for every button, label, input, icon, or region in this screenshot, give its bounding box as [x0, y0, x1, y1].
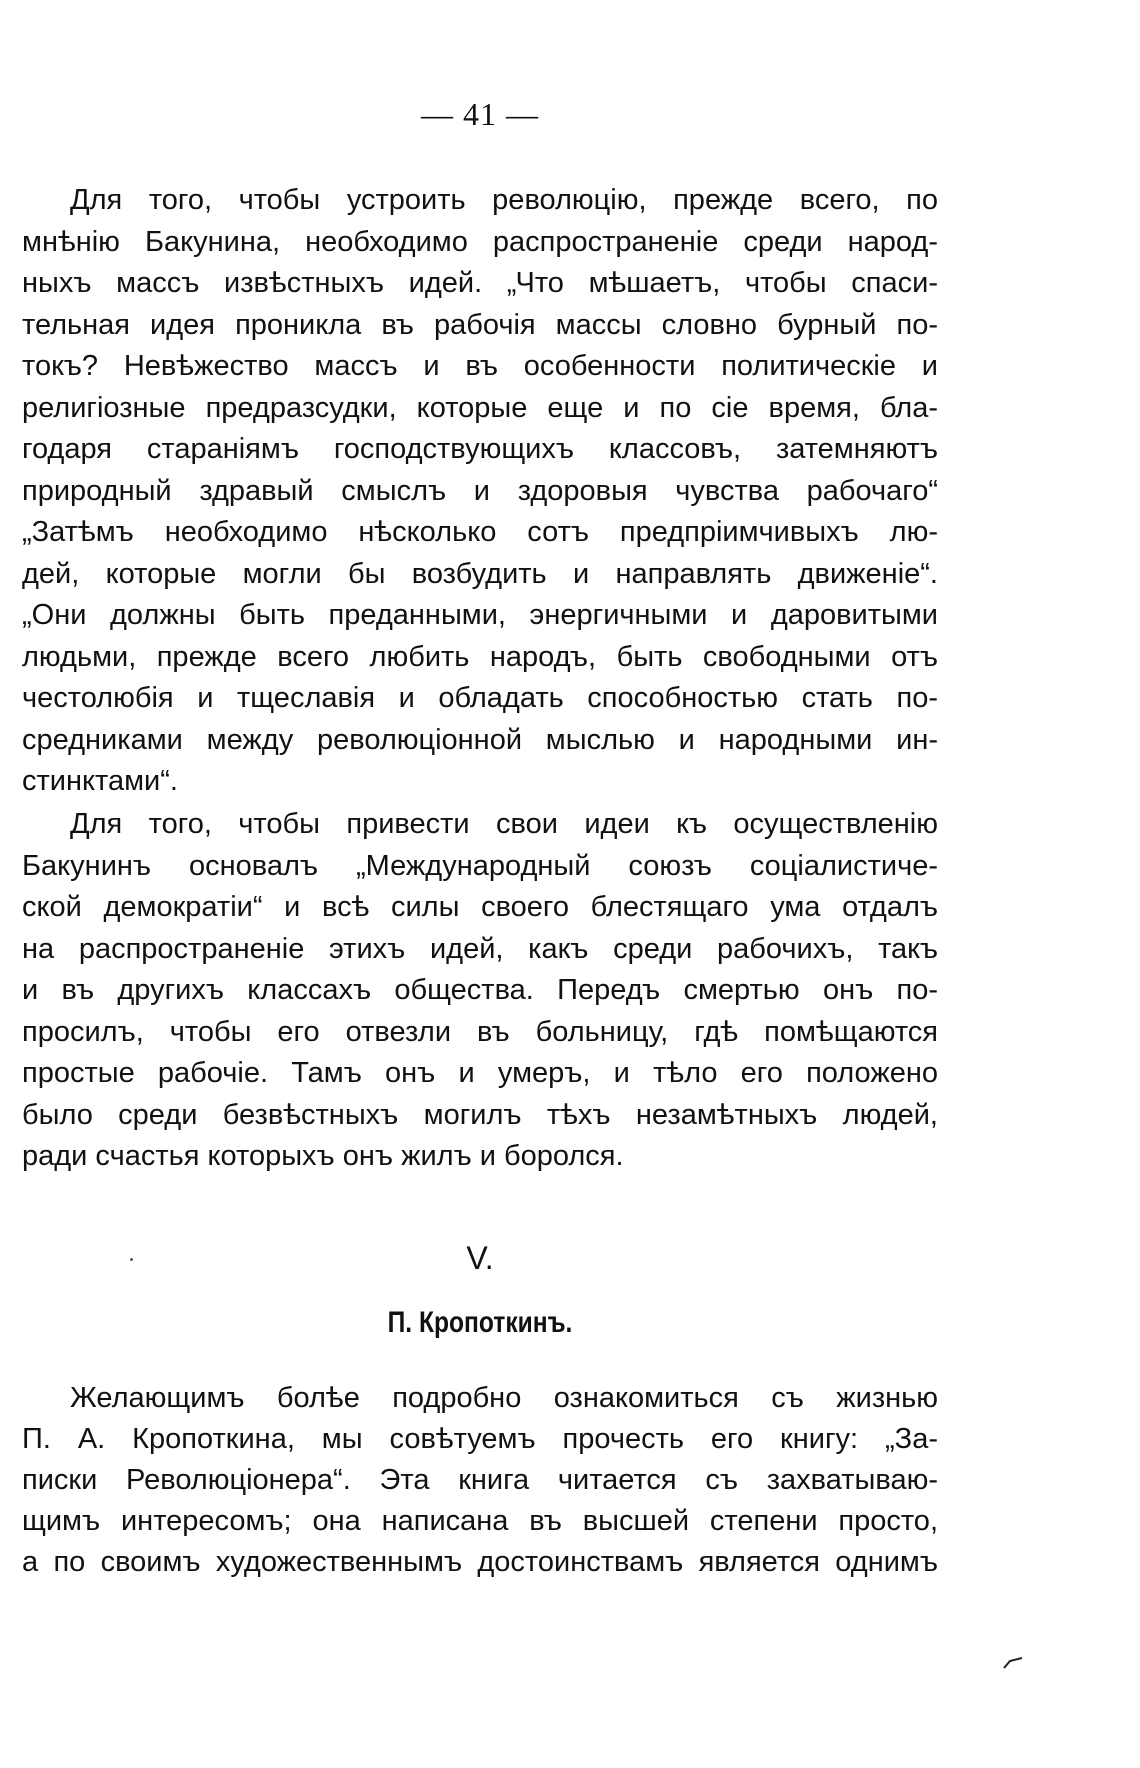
- ink-mark: [1002, 1656, 1024, 1670]
- page-number: — 41 —: [421, 96, 539, 132]
- text-line: токъ? Невѣжество массъ и въ особенности политическіе и: [22, 350, 938, 382]
- text-line: ныхъ массъ извѣстныхъ идей. „Что мѣшаетъ, чтобы спаси-: [22, 267, 938, 299]
- text-line: средниками между революціонной мыслью и народными ин-: [22, 723, 938, 756]
- section-number: V.: [466, 1240, 494, 1276]
- text-line: тельная идея проникла въ рабочія массы словно бурный по-: [22, 308, 938, 341]
- section-title: П. Кропоткинъ.: [387, 1306, 573, 1339]
- paragraph-kropotkin: [22, 1378, 938, 1583]
- text-line: щимъ интересомъ; она написана въ высшей степени просто,: [22, 1505, 938, 1537]
- text-line: Бакунинъ основалъ „Международный союзъ соціалистиче-: [22, 849, 938, 882]
- text-line: мнѣнію Бакунина, необходимо распространеніе среди народ-: [22, 225, 938, 258]
- text-line: Желающимъ болѣе подробно ознакомиться съ жизнью: [70, 1382, 938, 1414]
- text-line: природный здравый смыслъ и здоровыя чувства рабочаго“: [22, 474, 938, 507]
- text-line: годаря стараніямъ господствующихъ классовъ, затемняютъ: [22, 433, 938, 465]
- text-line: Для того, чтобы устроить революцію, прежде всего, по: [70, 184, 938, 216]
- text-line: людьми, прежде всего любить народъ, быть свободными отъ: [22, 640, 938, 673]
- text-line: а по своимъ художественнымъ достоинствамъ является однимъ: [22, 1546, 938, 1578]
- text-line: Для того, чтобы привести свои идеи къ осуществленію: [70, 808, 938, 840]
- text-line: ради счастья которыхъ онъ жилъ и боролся.: [22, 1140, 624, 1172]
- text-line: религіозные предразсудки, которые еще и по сіе время, бла-: [22, 391, 938, 424]
- text-line: стинктами“.: [22, 765, 178, 797]
- text-line: честолюбія и тщеславія и обладать способностью стать по-: [22, 682, 938, 714]
- text-line: ской демократіи“ и всѣ силы своего блестящаго ума отдалъ: [22, 891, 938, 923]
- text-line: просилъ, чтобы его отвезли въ больницу, гдѣ помѣщаются: [22, 1015, 938, 1048]
- text-line: П. А. Кропоткина, мы совѣтуемъ прочесть его книгу: „За-: [22, 1423, 938, 1455]
- text-line: „Они должны быть преданными, энергичными и даровитыми: [22, 599, 938, 631]
- text-line: „Затѣмъ необходимо нѣсколько сотъ предпріимчивыхъ лю-: [22, 516, 938, 548]
- text-line: на распространеніе этихъ идей, какъ среди рабочихъ, такъ: [22, 932, 938, 965]
- text-line: было среди безвѣстныхъ могилъ тѣхъ незамѣтныхъ людей,: [22, 1098, 938, 1131]
- text-line: писки Революціонера“. Эта книга читается съ захватываю-: [22, 1464, 938, 1496]
- text-line: простые рабочіе. Тамъ онъ и умеръ, и тѣло его положено: [22, 1057, 938, 1089]
- paragraph-bakunin-alliance: [22, 804, 938, 1178]
- paragraph-bakunin-revolution: [22, 180, 938, 803]
- text-line: дей, которые могли бы возбудить и направлять движеніе“.: [22, 557, 938, 590]
- text-line: и въ другихъ классахъ общества. Передъ смертью онъ по-: [22, 974, 938, 1006]
